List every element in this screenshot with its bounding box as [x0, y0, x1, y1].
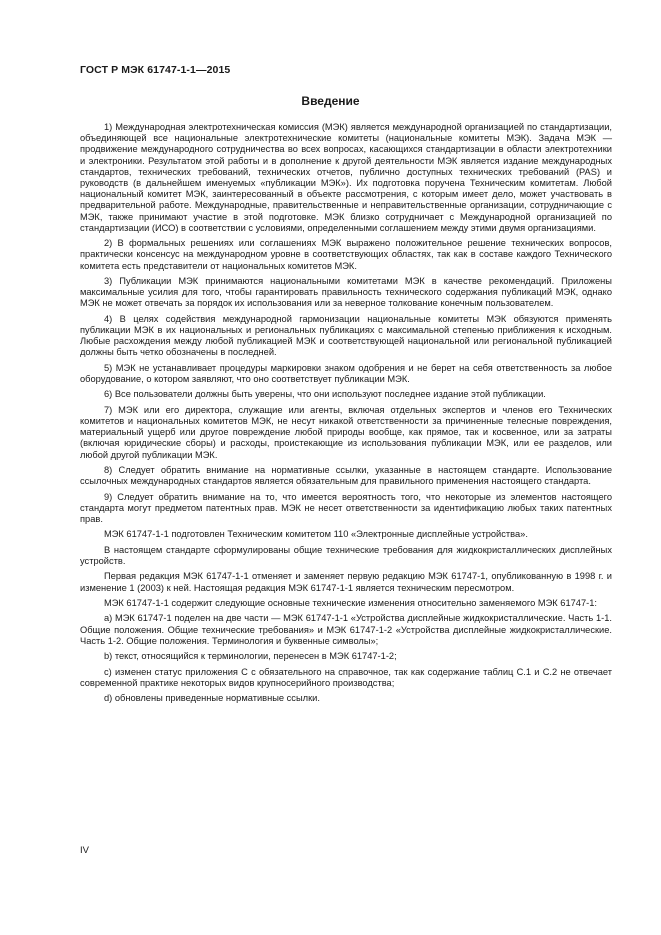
paragraph-9: 9) Следует обратить внимание на то, что имеется вероятность того, что некоторые из элементов настоящего стандарта могут предметом патентных прав. МЭК не несет ответственности за идентификацию любых таких патентных прав.: [80, 491, 612, 524]
page-number: IV: [80, 845, 89, 856]
paragraph-3: 3) Публикации МЭК принимаются национальными комитетами МЭК в качестве рекомендаций. Приложены максимальные усилия для того, чтобы гарантировать правильность технического содержания публикаций МЭК, однако МЭК не может отвечать за порядок их использования или за неверное толкование конечным пользователем.: [80, 276, 612, 309]
paragraph-committee: МЭК 61747-1-1 подготовлен Техническим комитетом 110 «Электронные дисплейные устройства».: [104, 529, 528, 540]
list-item-d: d) обновлены приведенные нормативные ссылки.: [104, 693, 320, 704]
paragraph-4: 4) В целях содействия международной гармонизации национальные комитеты МЭК обязуются применять публикации МЭК в их национальных и региональных публикациях с максимальной степенью приближения к исходным. Любые расхождения между любой публикацией МЭК и соответствующей национальной или региональной публикацией должны быть четко обозначены в последней.: [80, 313, 612, 358]
list-item-b: b) текст, относящийся к терминологии, перенесен в МЭК 61747-1-2;: [104, 651, 397, 662]
paragraph-2: 2) В формальных решениях или соглашениях МЭК выражено положительное решение технических вопросов, практически консенсус на международном уровне в соответствующих областях, так как в составе каждого Технического комитета есть представители от национальных комитетов МЭК.: [80, 238, 612, 271]
list-item-c: c) изменен статус приложения С с обязательного на справочное, так как содержание таблиц С.1 и С.2 не отвечает современной практике некоторых видов крупносерийного производства;: [80, 666, 612, 688]
paragraph-5: 5) МЭК не устанавливает процедуры маркировки знаком одобрения и не берет на себя ответственность за любое оборудование, о котором заявляют, что оно соответствует публикации МЭК.: [80, 362, 612, 385]
list-item-a: a) МЭК 61747-1 поделен на две части — МЭК 61747-1-1 «Устройства дисплейные жидкокристаллические. Часть 1-1. Общие положения. Общие технические требования» и МЭК 61747-1-2 «Устройства дисплейные жидкокристаллические. Часть 1-2. Общие положения. Терминология и буквенные символы»;: [80, 613, 612, 646]
section-title: Введение: [301, 94, 360, 108]
paragraph-edition: Первая редакция МЭК 61747-1-1 отменяет и заменяет первую редакцию МЭК 61747-1, опубликованную в 1998 г. и изменение 1 (2003) к ней. Настоящая редакция МЭК 61747-1-1 является техническим пересмотром.: [80, 571, 612, 593]
paragraph-1: 1) Международная электротехническая комиссия (МЭК) является международной организацией по стандартизации, объединяющей все национальные электротехнические комитеты (национальные комитеты МЭК). Задача МЭК — продвижение международного сотрудничества во всех вопросах, касающихся стандартизации в области электротехники и электроники. Результатом этой работы и в дополнение к другой деятельности МЭК является издание международных стандартов, технических требований, технических отчетов, публично доступных технических требований (PAS) и руководств (в дальнейшем именуемых «публикации МЭК»). Их подготовка поручена Техническим комитетам. Любой национальный комитет МЭК, заинтересованный в объекте рассмотрения, с которым имеет дело, может участвовать в предварительной работе. Международные, правительственные и неправительственные организации, сотрудничающие с МЭК, также принимают участие в этой подготовке. МЭК близко сотрудничает с Международной организацией по стандартизации (ИСО) в соответствии с условиями, определенными соглашением между этими двумя организациями.: [80, 122, 612, 233]
paragraph-changes-intro: МЭК 61747-1-1 содержит следующие основные технические изменения относительно заменяемого МЭК 61747-1:: [104, 597, 597, 608]
paragraph-7: 7) МЭК или его директора, служащие или агенты, включая отдельных экспертов и членов его Технических комитетов и национальных комитетов МЭК, не несут никакой ответственности за причиненные телесные повреждения, материальный ущерб или другое повреждение любой природы вообще, как прямое, так и косвенное, или за затраты (включая юридические сборы) и расходы, проистекающие из использования публикации МЭК, или ее разделов, или любой другой публикации МЭК.: [80, 404, 612, 460]
introduction-body: [80, 122, 612, 704]
paragraph-scope: В настоящем стандарте сформулированы общие технические требования для жидкокристаллических дисплейных устройств.: [80, 544, 612, 566]
standard-designation: ГОСТ Р МЭК 61747-1-1—2015: [80, 64, 231, 76]
paragraph-6: 6) Все пользователи должны быть уверены, что они используют последнее издание этой публикации.: [104, 389, 546, 400]
paragraph-8: 8) Следует обратить внимание на нормативные ссылки, указанные в настоящем стандарте. Использование ссылочных международных стандартов является обязательным для правильного применения настоящего стандарта.: [80, 465, 612, 487]
